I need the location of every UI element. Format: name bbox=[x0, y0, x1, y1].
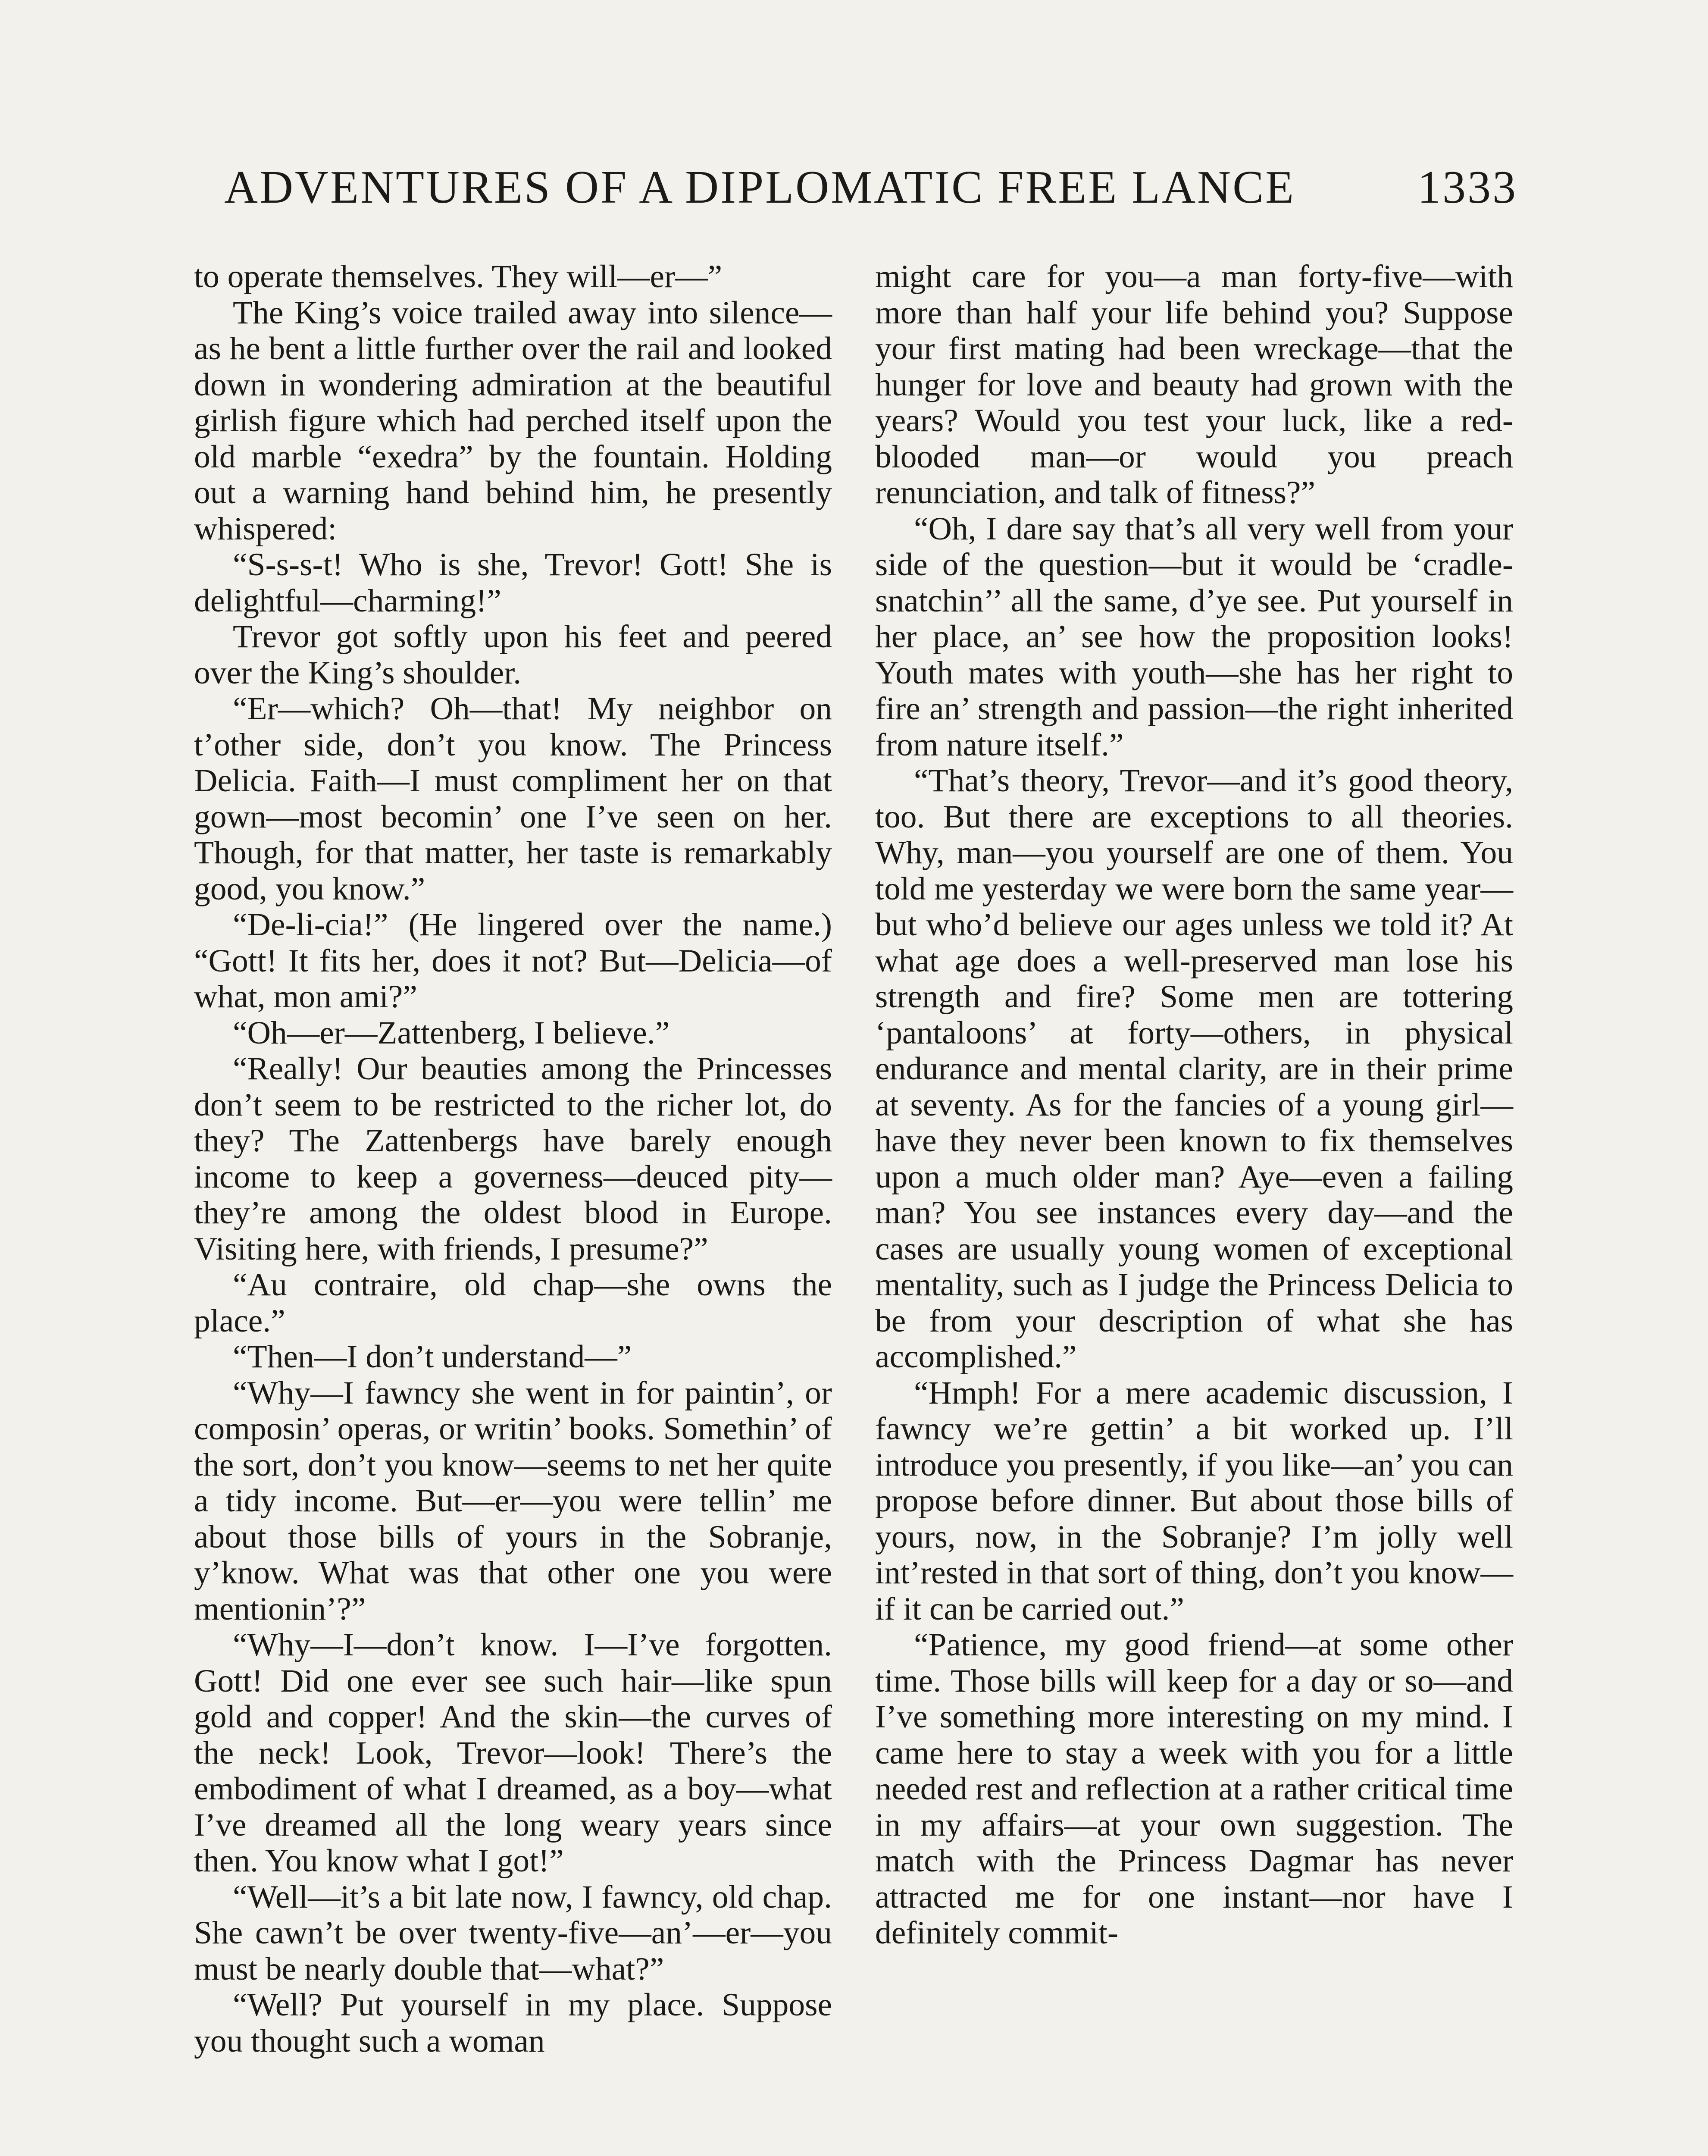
page-number: 1333 bbox=[1417, 162, 1517, 213]
paragraph: “Hmph! For a mere academic discussion, I fawncy we’re gettin’ a bit worked up. I’ll introduce you presently, if you like—an’ you can propose before dinner. But about those bills of yours, now, in the Sobranje? I’m jolly well int’rested in that sort of thing, don’t you know—if it can be carried out.” bbox=[875, 1375, 1513, 1627]
paragraph: “Why—I fawncy she went in for paintin’, or composin’ operas, or writin’ books. Somethin’ of the sort, don’t you know—seems to net her quite a tidy income. But—er—you were tellin’ me about those bills of yours in the Sobranje, y’know. What was that other one you were mentionin’?” bbox=[194, 1375, 832, 1627]
paragraph: “Er—which? Oh—that! My neighbor on t’other side, don’t you know. The Princess Delicia. Faith—I must compliment her on that gown—most becomin’ one I’ve seen on her. Though, for that matter, her taste is remarkably good, you know.” bbox=[194, 691, 832, 907]
paragraph: “Oh—er—Zattenberg, I believe.” bbox=[233, 1015, 670, 1051]
paragraph: “Really! Our beauties among the Princesses don’t seem to be restricted to the richer lot, do they? The Zattenbergs have barely enough income to keep a governess—deuced pity—they’re among the oldest blood in Europe. Visiting here, with friends, I presume?” bbox=[194, 1051, 832, 1267]
paragraph: “Oh, I dare say that’s all very well from your side of the question—but it would be ‘cradle-snatchin’’ all the same, d’ye see. Put yourself in her place, an’ see how the proposition looks! Youth mates with youth—she has her right to fire an’ strength and passion—the right inherited from nature itself.” bbox=[875, 511, 1513, 763]
paragraph: “Au contraire, old chap—she owns the place.” bbox=[194, 1267, 832, 1339]
page-header bbox=[198, 160, 1517, 216]
paragraph: “De-li-cia!” (He lingered over the name.) “Gott! It fits her, does it not? But—Delicia—of what, mon ami?” bbox=[194, 907, 832, 1015]
left-column bbox=[194, 259, 832, 2059]
paragraph: “That’s theory, Trevor—and it’s good theory, too. But there are exceptions to all theories. Why, man—you yourself are one of them. You told me yesterday we were born the same year—but who’d believe our ages unless we told it? At what age does a well-preserved man lose his strength and fire? Some men are tottering ‘pantaloons’ at forty—others, in physical endurance and mental clarity, are in their prime at seventy. As for the fancies of a young girl—have they never been known to fix themselves upon a much older man? Aye—even a failing man? You see instances every day—and the cases are usually young women of exceptional mentality, such as I judge the Princess Delicia to be from your description of what she has accomplished.” bbox=[875, 763, 1513, 1375]
paragraph: “Patience, my good friend—at some other time. Those bills will keep for a day or so—and I’ve something more interesting on my mind. I came here to stay a week with you for a little needed rest and reflection at a rather critical time in my affairs—at your own suggestion. The match with the Princess Dagmar has never attracted me for one instant—nor have I definitely commit- bbox=[875, 1627, 1513, 1951]
paragraph: to operate themselves. They will—er—” bbox=[194, 259, 723, 295]
paragraph: “S-s-s-t! Who is she, Trevor! Gott! She is delightful—charming!” bbox=[194, 547, 832, 619]
paragraph: Trevor got softly upon his feet and peered over the King’s shoulder. bbox=[194, 619, 832, 691]
running-title: ADVENTURES OF A DIPLOMATIC FREE LANCE bbox=[224, 162, 1296, 213]
paragraph: “Well—it’s a bit late now, I fawncy, old chap. She cawn’t be over twenty-five—an’—er—you must be nearly double that—what?” bbox=[194, 1879, 832, 1987]
right-column bbox=[875, 259, 1513, 1951]
paragraph: “Why—I—don’t know. I—I’ve forgotten. Gott! Did one ever see such hair—like spun gold and copper! And the skin—the curves of the neck! Look, Trevor—look! There’s the embodiment of what I dreamed, as a boy—what I’ve dreamed all the long weary years since then. You know what I got!” bbox=[194, 1627, 832, 1879]
paragraph: might care for you—a man forty-five—with more than half your life behind you? Suppose your first mating had been wreckage—that the hunger for love and beauty had grown with the years? Would you test your luck, like a red-blooded man—or would you preach renunciation, and talk of fitness?” bbox=[875, 259, 1513, 511]
paragraph: “Well? Put yourself in my place. Suppose you thought such a woman bbox=[194, 1987, 832, 2059]
paragraph: The King’s voice trailed away into silence—as he bent a little further over the rail and looked down in wondering admiration at the beautiful girlish figure which had perched itself upon the old marble “exedra” by the fountain. Holding out a warning hand behind him, he presently whispered: bbox=[194, 295, 832, 547]
paragraph: “Then—I don’t understand—” bbox=[233, 1339, 632, 1375]
